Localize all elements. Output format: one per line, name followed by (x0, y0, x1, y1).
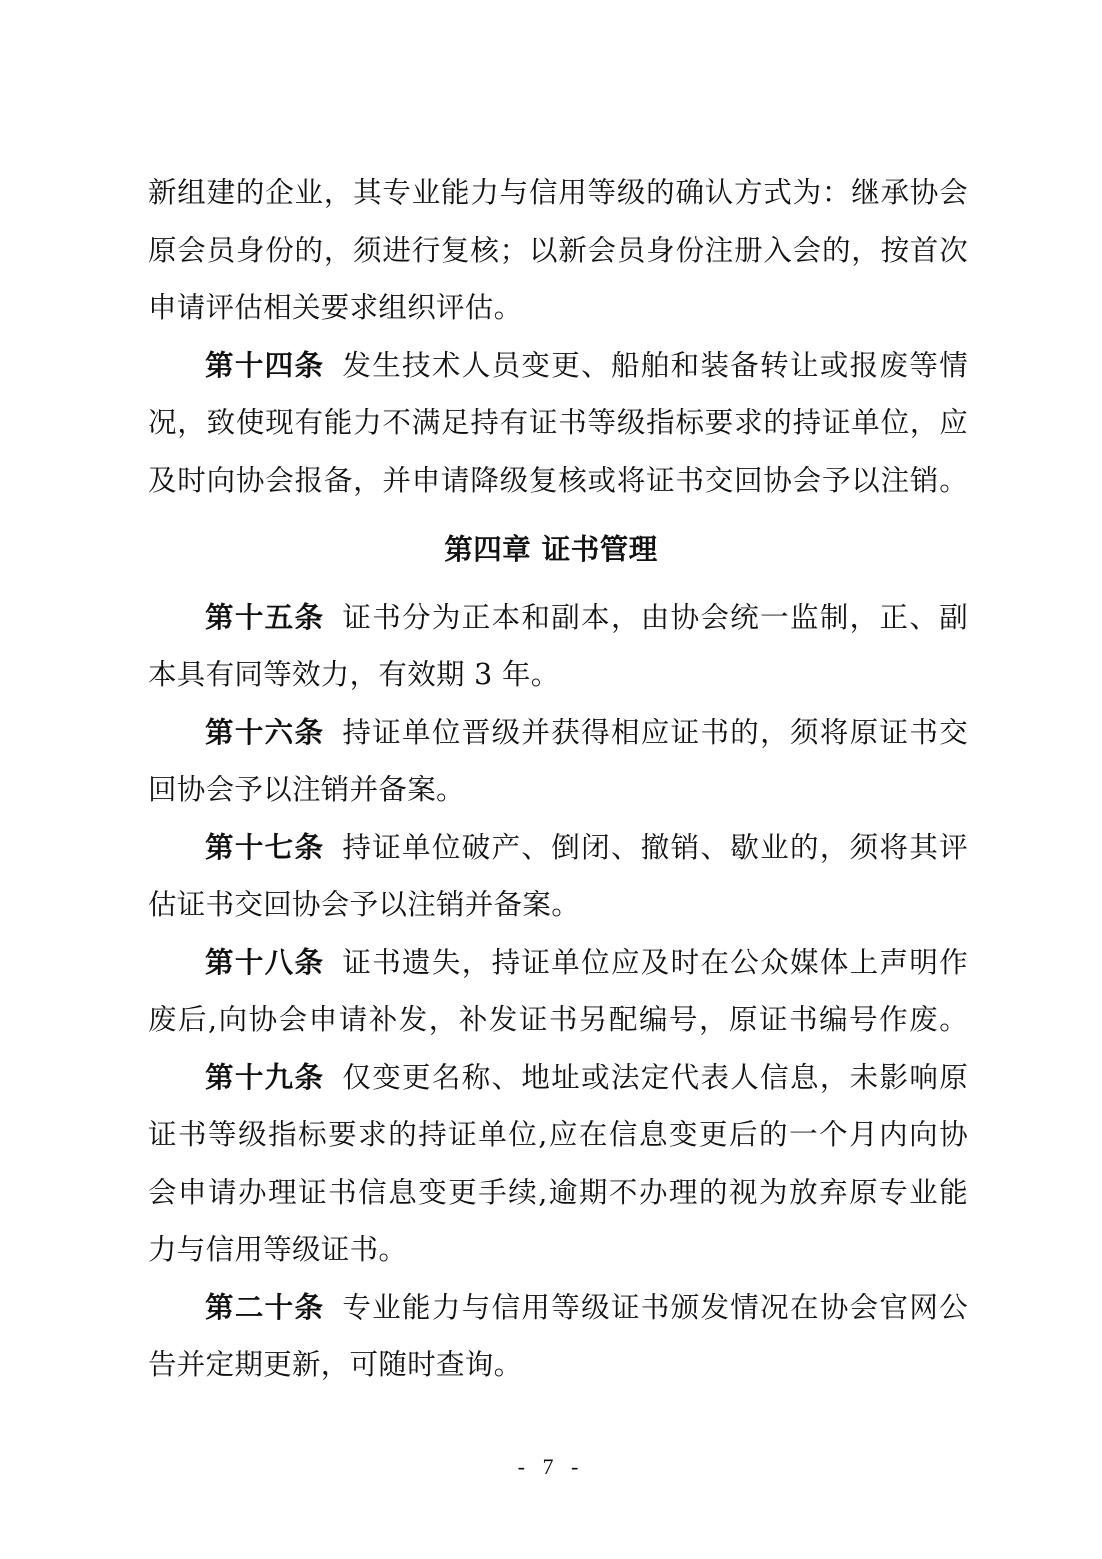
page-number: - 7 - (517, 1454, 585, 1479)
article-19-text: 仅变更名称、地址或法定代表人信息，未影响原 (342, 1061, 968, 1094)
article-18-label: 第十八条 (205, 946, 325, 979)
article-19-line: 证书等级指标要求的持证单位,应在信息变更后的一个月内向协 (148, 1118, 968, 1151)
article-16-line (205, 713, 968, 753)
paragraph-line: 申请评估相关要求组织评估。 (148, 291, 523, 324)
article-18-line: 废后,向协会申请补发，补发证书另配编号，原证书编号作废。 (148, 1003, 968, 1036)
article-16-text: 持证单位晋级并获得相应证书的，须将原证书交 (342, 716, 968, 749)
paragraph-line: 新组建的企业，其专业能力与信用等级的确认方式为：继承协会 (148, 176, 968, 209)
article-16-label: 第十六条 (205, 716, 325, 749)
article-19-line: 会申请办理证书信息变更手续,逾期不办理的视为放弃原专业能 (148, 1176, 968, 1209)
article-14-line (205, 346, 968, 386)
article-16-line: 回协会予以注销并备案。 (148, 773, 465, 806)
article-15-line (205, 598, 968, 638)
article-17-line: 估证书交回协会予以注销并备案。 (148, 888, 581, 921)
article-19-line (205, 1058, 968, 1098)
article-20-label: 第二十条 (205, 1291, 325, 1324)
article-14-line: 及时向协会报备，并申请降级复核或将证书交回协会予以注销。 (148, 464, 968, 497)
article-20-text: 专业能力与信用等级证书颁发情况在协会官网公 (342, 1291, 968, 1324)
article-20-line (205, 1288, 968, 1328)
article-15-text: 证书分为正本和副本，由协会统一监制，正、副 (342, 601, 968, 634)
article-18-text: 证书遗失，持证单位应及时在公众媒体上声明作 (342, 946, 968, 979)
article-17-line (205, 828, 968, 868)
article-19-line: 力与信用等级证书。 (148, 1233, 408, 1266)
article-14-line: 况，致使现有能力不满足持有证书等级指标要求的持证单位，应 (148, 406, 968, 439)
chapter-heading: 第四章 证书管理 (444, 533, 658, 566)
paragraph-line: 原会员身份的，须进行复核；以新会员身份注册入会的，按首次 (148, 234, 968, 267)
article-15-line: 本具有同等效力，有效期 3 年。 (148, 658, 560, 691)
article-20-line: 告并定期更新，可随时查询。 (148, 1348, 523, 1381)
article-14-text: 发生技术人员变更、船舶和装备转让或报废等情 (342, 349, 968, 382)
article-17-text: 持证单位破产、倒闭、撤销、歇业的，须将其评 (342, 831, 968, 864)
article-14-label: 第十四条 (205, 349, 325, 382)
article-18-line (205, 943, 968, 983)
article-15-label: 第十五条 (205, 601, 325, 634)
article-19-label: 第十九条 (205, 1061, 325, 1094)
article-17-label: 第十七条 (205, 831, 325, 864)
